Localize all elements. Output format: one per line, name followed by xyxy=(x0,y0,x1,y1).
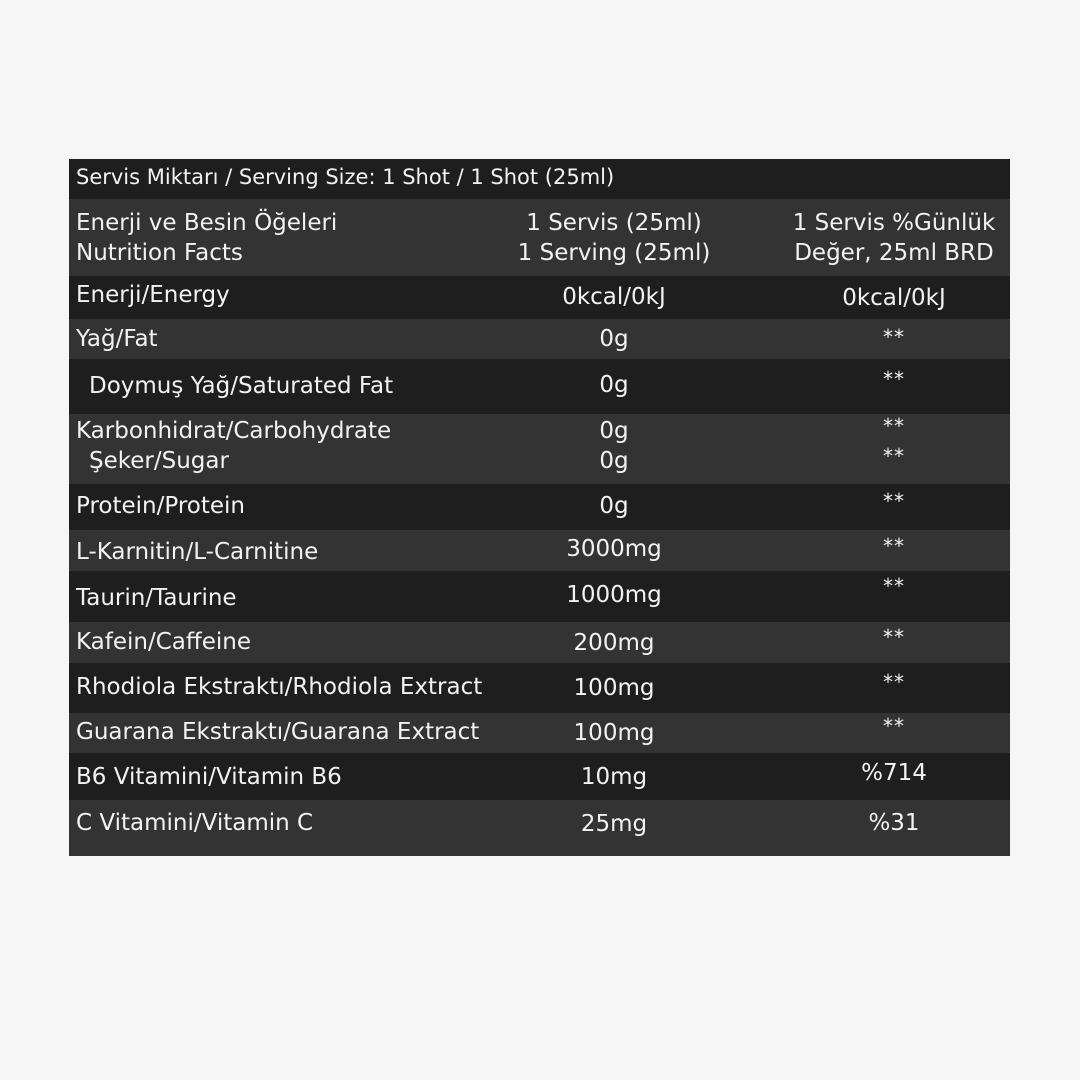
nutrient-daily-value: ** xyxy=(883,414,905,438)
nutrient-amount: 0g xyxy=(599,493,629,519)
nutrient-amount: 100mg xyxy=(573,675,655,701)
table-row xyxy=(69,319,1010,359)
nutrient-daily-value: %31 xyxy=(868,810,920,836)
table-row xyxy=(69,571,1010,622)
table-row xyxy=(69,800,1010,856)
nutrient-amount: 3000mg xyxy=(566,536,662,562)
nutrient-name: C Vitamini/Vitamin C xyxy=(76,810,314,836)
table-row xyxy=(69,713,1010,753)
nutrient-name: Guarana Ekstraktı/Guarana Extract xyxy=(76,719,480,745)
serving-size-label: Servis Miktarı / Serving Size: 1 Shot / 1 Shot (25ml) xyxy=(76,165,615,189)
header-per-serving-tr: 1 Servis (25ml) xyxy=(526,210,702,236)
nutrient-name: Karbonhidrat/Carbohydrate xyxy=(76,418,392,444)
nutrient-amount: 100mg xyxy=(573,720,655,746)
nutrient-name: L-Karnitin/L-Carnitine xyxy=(76,539,319,565)
nutrient-name: Yağ/Fat xyxy=(76,326,158,352)
serving-size-row xyxy=(69,159,1010,199)
table-row xyxy=(69,663,1010,713)
nutrient-amount: 0kcal/0kJ xyxy=(562,284,666,310)
nutrient-daily-value: %714 xyxy=(861,760,927,786)
table-row xyxy=(69,359,1010,414)
table-row xyxy=(69,276,1010,319)
nutrient-name: B6 Vitamini/Vitamin B6 xyxy=(76,764,342,790)
nutrient-amount: 0g xyxy=(599,372,629,398)
nutrient-daily-value: ** xyxy=(883,489,905,513)
nutrient-name: Kafein/Caffeine xyxy=(76,629,252,655)
nutrient-daily-value: 0kcal/0kJ xyxy=(842,285,946,311)
nutrient-name: Rhodiola Ekstraktı/Rhodiola Extract xyxy=(76,674,483,700)
header-nutrients-en: Nutrition Facts xyxy=(76,240,243,266)
table-row xyxy=(69,414,1010,484)
nutrient-daily-value: ** xyxy=(883,534,905,558)
nutrient-daily-value: ** xyxy=(883,625,905,649)
header-daily-value-line1: 1 Servis %Günlük xyxy=(792,210,996,236)
nutrient-daily-value: ** xyxy=(883,574,905,598)
nutrient-amount: 0g xyxy=(599,326,629,352)
nutrient-amount: 200mg xyxy=(573,630,655,656)
header-per-serving-en: 1 Serving (25ml) xyxy=(517,240,711,266)
nutrient-name: Protein/Protein xyxy=(76,493,245,519)
header-per-serving xyxy=(499,208,729,268)
nutrition-facts-table xyxy=(69,159,1010,856)
header-daily-value-line2: Değer, 25ml BRD xyxy=(794,240,994,266)
nutrient-amount: 10mg xyxy=(580,764,648,790)
header-nutrients-tr: Enerji ve Besin Öğeleri xyxy=(76,210,338,236)
nutrient-name: Taurin/Taurine xyxy=(76,585,237,611)
table-row xyxy=(69,622,1010,663)
header-nutrients xyxy=(76,208,337,268)
nutrient-name: Enerji/Energy xyxy=(76,282,230,308)
table-row xyxy=(69,530,1010,571)
table-header-row xyxy=(69,199,1010,276)
nutrient-amount: 25mg xyxy=(580,811,648,837)
header-daily-value xyxy=(779,208,1009,268)
nutrient-name: Şeker/Sugar xyxy=(89,448,229,474)
nutrient-daily-value: ** xyxy=(883,325,905,349)
nutrient-daily-value: ** xyxy=(883,367,905,391)
nutrient-amount: 1000mg xyxy=(566,582,662,608)
nutrient-amount: 0g xyxy=(599,448,629,474)
table-row xyxy=(69,484,1010,530)
nutrient-name: Doymuş Yağ/Saturated Fat xyxy=(89,373,394,399)
nutrient-daily-value: ** xyxy=(883,670,905,694)
nutrient-daily-value: ** xyxy=(883,444,905,468)
nutrient-daily-value: ** xyxy=(883,714,905,738)
nutrient-amount: 0g xyxy=(599,418,629,444)
table-row xyxy=(69,753,1010,800)
